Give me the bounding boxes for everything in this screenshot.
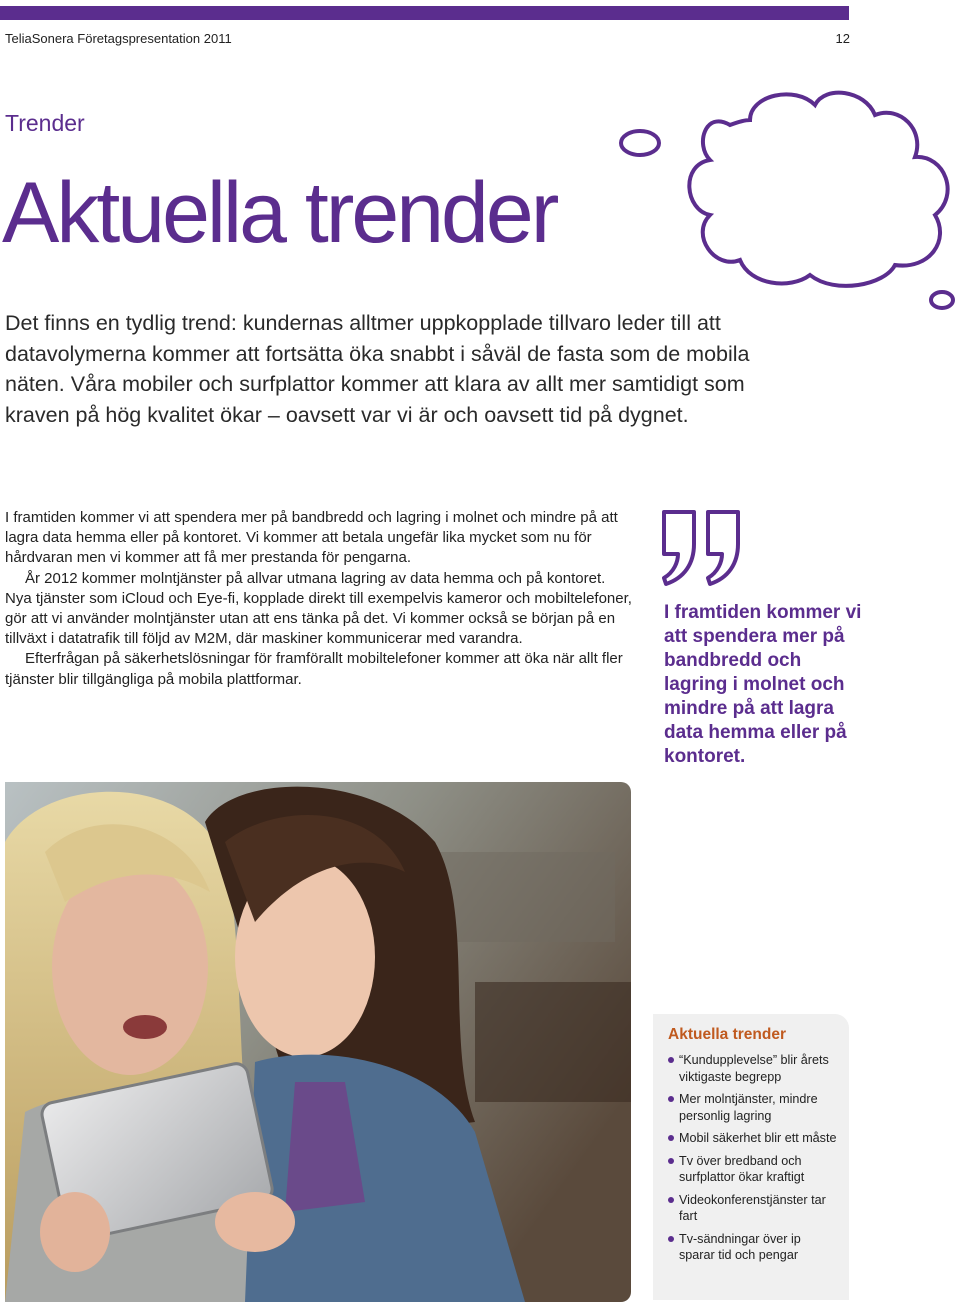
intro-paragraph: Det finns en tydlig trend: kundernas alltmer uppkopplade tillvaro leder till att datavolymerna kommer att fortsätta öka snabbt i såväl de fasta som de mobila näten. Våra mobiler och surfplattor kommer att klara av allt mer samtidigt som kraven på hög kvalitet ökar – oavsett var vi är och oavsett tid på dygnet. bbox=[5, 311, 750, 427]
list-item-text: Tv över bredband och surfplattor ökar kraftigt bbox=[679, 1153, 805, 1184]
document-header: TeliaSonera Företagspresentation 2011 bbox=[5, 31, 232, 46]
body-paragraph: Efterfrågan på säkerhetslösningar för framförallt mobiltelefoner kommer att öka när allt fler tjänster blir tillgängliga på mobila plattformar. bbox=[5, 650, 623, 688]
bullet-dot-icon bbox=[668, 1158, 674, 1164]
quote-mark-icon bbox=[660, 502, 746, 588]
list-item bbox=[668, 1091, 839, 1124]
trends-list bbox=[668, 1052, 839, 1264]
sidebar-title: Aktuella trender bbox=[668, 1026, 787, 1043]
body-paragraph: År 2012 kommer molntjänster på allvar utmana lagring av data hemma och på kontoret. Nya tjänster som iCloud och Eye-fi, kopplade direkt till exempelvis kameror och mobiltelefoner, gör att vi använder molntjänster utan att ens tänka på det. Vi kommer också se början på en tillväxt i datatrafik till följd av M2M, där maskiner kommunicerar med varandra. bbox=[5, 569, 632, 648]
list-item-text: “Kundupplevelse” blir årets viktigaste begrepp bbox=[679, 1053, 829, 1084]
list-item bbox=[668, 1231, 839, 1264]
bullet-dot-icon bbox=[668, 1236, 674, 1242]
list-item bbox=[668, 1052, 839, 1085]
pull-quote: I framtiden kommer vi att spendera mer på bandbredd och lagring i molnet och mindre på att lagra data hemma eller på kontoret. bbox=[664, 602, 862, 767]
top-color-bar bbox=[0, 6, 849, 20]
list-item-text: Mer molntjänster, mindre personlig lagring bbox=[679, 1092, 818, 1123]
bullet-dot-icon bbox=[668, 1197, 674, 1203]
bullet-dot-icon bbox=[668, 1096, 674, 1102]
list-item bbox=[668, 1153, 839, 1186]
list-item bbox=[668, 1130, 839, 1147]
body-paragraph: I framtiden kommer vi att spendera mer på bandbredd och lagring i molnet och mindre på att lagra data hemma eller på kontoret. Vi kommer att betala ungefär lika mycket som nu för hårdvaran men vi kommer att få mer prestanda för pengarna. bbox=[5, 509, 618, 567]
body-text bbox=[5, 508, 635, 690]
bullet-dot-icon bbox=[668, 1135, 674, 1141]
list-item-text: Tv-sändningar över ip sparar tid och pengar bbox=[679, 1231, 801, 1262]
photo-two-girls-with-tablet bbox=[5, 782, 631, 1302]
bullet-dot-icon bbox=[668, 1057, 674, 1063]
list-item bbox=[668, 1192, 839, 1225]
list-item-text: Videokonferenstjänster tar fart bbox=[679, 1192, 826, 1223]
trends-sidebar bbox=[653, 1014, 849, 1300]
section-label: Trender bbox=[5, 110, 85, 136]
thought-cloud-icon bbox=[600, 85, 960, 325]
page-title: Aktuella trender bbox=[2, 165, 557, 261]
page-number: 12 bbox=[835, 31, 850, 46]
list-item-text: Mobil säkerhet blir ett måste bbox=[679, 1131, 837, 1145]
